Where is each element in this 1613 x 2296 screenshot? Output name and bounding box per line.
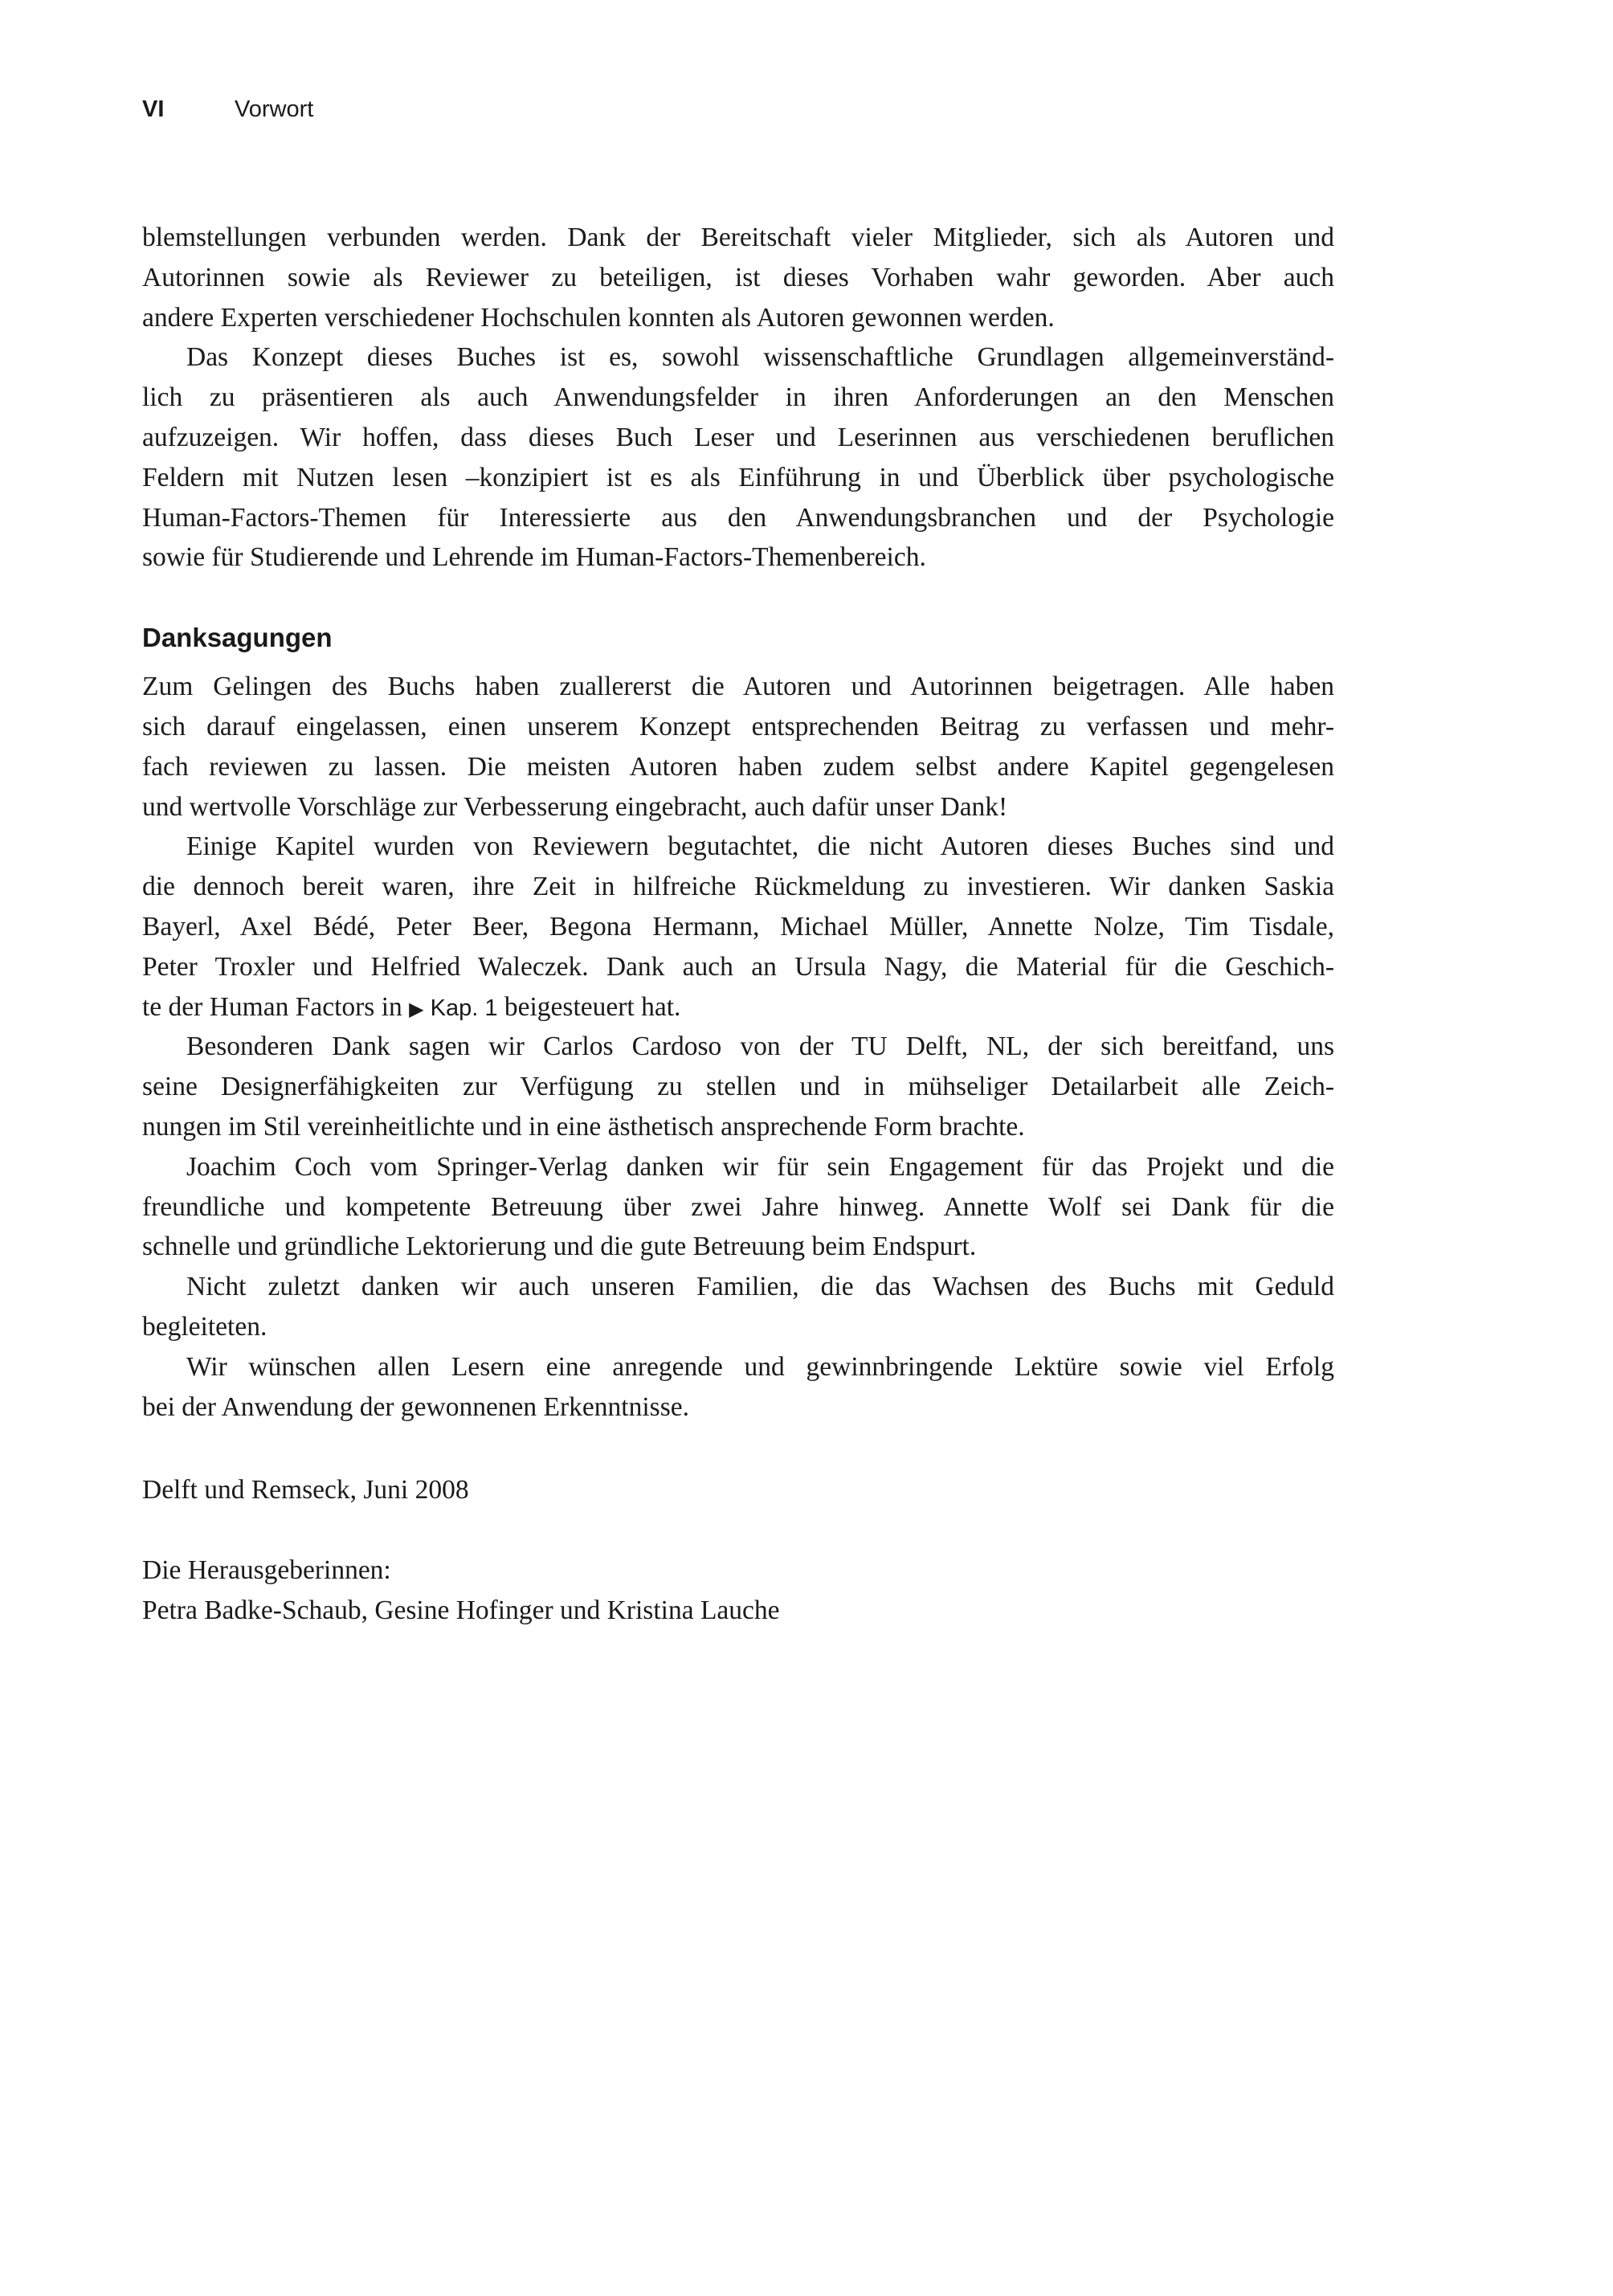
text-line: bei der Anwendung der gewonnenen Erkenntnisse. [142,1391,689,1422]
text-line: lich zu präsentieren als auch Anwendungsfelder in ihren Anforderungen an den Menschen [142,382,1334,413]
paragraph [142,667,1334,827]
text-line: Nicht zuletzt danken wir auch unseren Familien, die das Wachsen des Buchs mit Geduld [186,1272,1334,1302]
text-line: Zum Gelingen des Buchs haben zuallererst die Autoren und Autorinnen beigetragen. Alle haben [142,672,1334,702]
text-line: sowie für Studierende und Lehrende im Human-Factors-Themenbereich. [142,542,926,573]
text-line: Wir wünschen allen Lesern eine anregende und gewinnbringende Lektüre sowie viel Erfolg [186,1351,1334,1382]
text-line: Besonderen Dank sagen wir Carlos Cardoso von der TU Delft, NL, der sich bereitfand, uns [186,1032,1334,1062]
text-line: seine Designerfähigkeiten zur Verfügung zu stellen und in mühseliger Detailarbeit alle Zeich- [142,1072,1334,1102]
text-line: die dennoch bereit waren, ihre Zeit in hilfreiche Rückmeldung zu investieren. Wir danken Saskia [142,872,1334,902]
text-line: begleiteten. [142,1311,267,1342]
place-date-block [142,1470,1334,1510]
paragraph [142,337,1334,578]
acknowledgements-section [142,667,1334,1427]
paragraph [142,827,1334,1027]
text-line: Einige Kapitel wurden von Reviewern begutachtet, die nicht Autoren dieses Buches sind und [186,831,1334,862]
intro-section [142,218,1334,578]
paragraph [142,1027,1334,1146]
cross-reference-arrow-icon: ▶ [409,998,424,1020]
text-line: fach reviewen zu lassen. Die meisten Autoren haben zudem selbst andere Kapitel gegengelesen [142,751,1334,782]
text-line: Feldern mit Nutzen lesen –konzipiert ist es als Einführung in und Überblick über psychologische [142,462,1334,492]
section-title: Vorwort [235,96,314,122]
place-date: Delft und Remseck, Juni 2008 [142,1475,469,1505]
text-line: te der Human Factors in ▶ Kap. 1 beigesteuert hat. [142,991,681,1022]
text-line: Joachim Coch vom Springer-Verlag danken wir für sein Engagement für das Projekt und die [186,1151,1334,1182]
text-line: Human-Factors-Themen für Interessierte aus den Anwendungsbranchen und der Psychologie [142,502,1334,533]
text-line: blemstellungen verbunden werden. Dank der Bereitschaft vieler Mitglieder, sich als Autoren und [142,223,1334,252]
signature-block [142,1550,1334,1631]
paragraph [142,1267,1334,1347]
text-line: andere Experten verschiedener Hochschulen konnten als Autoren gewonnen werden. [142,302,1055,333]
text-line: aufzuzeigen. Wir hoffen, dass dieses Buch Leser und Leserinnen aus verschiedenen beruflichen [142,422,1334,452]
chapter-cross-reference[interactable]: Kap. 1 [423,995,498,1021]
paragraph [142,218,1334,337]
page-body [142,218,1334,1631]
page-number: VI [142,96,165,122]
signature-label: Die Herausgeberinnen: [142,1555,391,1586]
text-line: Bayerl, Axel Bédé, Peter Beer, Begona Hermann, Michael Müller, Annette Nolze, Tim Tisdale, [142,911,1334,942]
text-line: nungen im Stil vereinheitlichte und in eine ästhetisch ansprechende Form brachte. [142,1111,1025,1142]
signature-names: Petra Badke-Schaub, Gesine Hofinger und Kristina Lauche [142,1595,780,1625]
paragraph [142,1147,1334,1267]
text-line: Das Konzept dieses Buches ist es, sowohl wissenschaftliche Grundlagen allgemeinverständ- [186,342,1334,373]
text-line: schnelle und gründliche Lektorierung und die gute Betreuung beim Endspurt. [142,1232,977,1262]
text-line: freundliche und kompetente Betreuung über zwei Jahre hinweg. Annette Wolf sei Dank für die [142,1191,1334,1222]
text-line: Peter Troxler und Helfried Waleczek. Dank auch an Ursula Nagy, die Material für die Geschich- [142,951,1334,982]
text-line: und wertvolle Vorschläge zur Verbesserung eingebracht, auch dafür unser Dank! [142,791,1008,822]
text-line: Autorinnen sowie als Reviewer zu beteiligen, ist dieses Vorhaben wahr geworden. Aber auch [142,262,1334,292]
acknowledgements-heading: Danksagungen [142,623,333,653]
paragraph [142,1347,1334,1428]
text-line: sich darauf eingelassen, einen unserem Konzept entsprechenden Beitrag zu verfassen und mehr- [142,711,1334,742]
